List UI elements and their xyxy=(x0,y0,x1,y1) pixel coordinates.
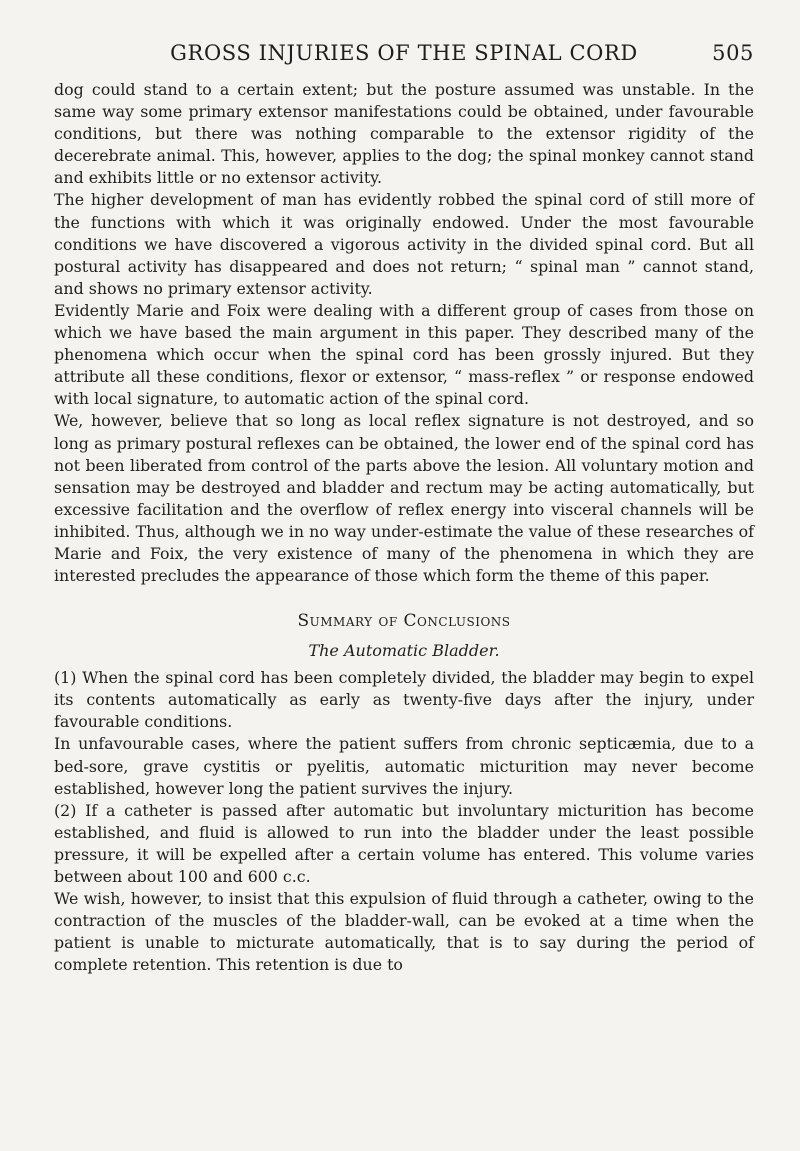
paragraph: (1) When the spinal cord has been completely divided, the bladder may begin to expel its contents automatically as early as twenty-five days after the injury, under favourable conditions. xyxy=(54,668,754,732)
paragraph: The higher development of man has evidently robbed the spinal cord of still more of the functions with which it was originally endowed. Under the most favourable conditions we have discovered a vigorous activity in the divided spinal cord. But all postural activity has disappeared and does not return; “ spinal man ” cannot stand, and shows no primary extensor activity. xyxy=(54,190,754,298)
running-header xyxy=(54,38,754,68)
paragraph: Evidently Marie and Foix were dealing with a different group of cases from those on which we have based the main argument in this paper. They described many of the phenomena which occur when the spinal cord has been grossly injured. But they attribute all these conditions, flexor or extensor, “ mass-reflex ” or response endowed with local signature, to automatic action of the spinal cord. xyxy=(54,300,754,409)
paragraph: We wish, however, to insist that this expulsion of fluid through a catheter, owing to the contraction of the muscles of the bladder-wall, can be evoked at a time when the patient is unable to micturate automatically, that is to say during the period of complete retention. This retention is due to xyxy=(54,889,754,975)
page-number: 505 xyxy=(712,41,754,65)
page xyxy=(54,38,754,976)
paragraph: dog could stand to a certain extent; but the posture assumed was unstable. In the same way some primary extensor manifestations could be obtained, under favourable conditions, but there was nothing comparable to the extensor rigidity of the decerebrate animal. This, however, applies to the dog; the spinal monkey cannot stand and exhibits little or no extensor activity. xyxy=(54,80,754,188)
section-title: Summary of Conclusions xyxy=(297,611,511,632)
subsection-title: The Automatic Bladder. xyxy=(308,641,500,661)
paragraph: In unfavourable cases, where the patient suffers from chronic septicæmia, due to a bed-sore, grave cystitis or pyelitis, automatic micturition may never become established, however long the patient survives the injury. xyxy=(54,734,754,798)
running-title: GROSS INJURIES OF THE SPINAL CORD xyxy=(170,41,638,65)
body-text xyxy=(54,79,754,976)
paragraph: (2) If a catheter is passed after automatic but involuntary micturition has become established, and fluid is allowed to run into the bladder under the least possible pressure, it will be expelled after a certain volume has entered. This volume varies between about 100 and 600 c.c. xyxy=(54,800,754,886)
paragraph: We, however, believe that so long as local reflex signature is not destroyed, and so long as primary postural reflexes can be obtained, the lower end of the spinal cord has not been liberated from control of the parts above the lesion. All voluntary motion and sensation may be destroyed and bladder and rectum may be acting automatically, but excessive facilitation and the overflow of reflex energy into visceral channels will be inhibited. Thus, although we in no way under-estimate the value of these researches of Marie and Foix, the very existence of many of the phenomena in which they are interested precludes the appearance of those which form the theme of this paper. xyxy=(54,411,754,586)
